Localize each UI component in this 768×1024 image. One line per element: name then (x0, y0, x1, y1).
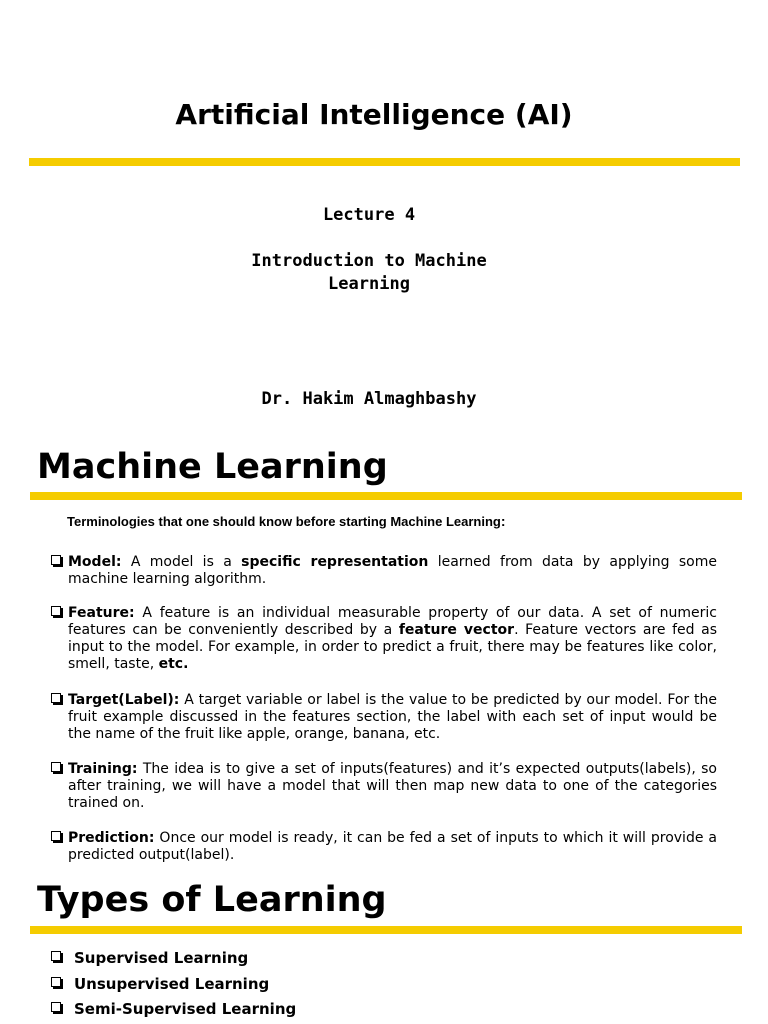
term-emphasis: etc. (158, 656, 189, 672)
checkbox-bullet-icon (51, 977, 61, 987)
heading-underline-ml (30, 492, 742, 500)
learning-type-label: Unsupervised Learning (74, 975, 270, 993)
checkbox-bullet-icon (51, 1002, 61, 1012)
slide1-title: Artificial Intelligence (AI) (175, 98, 573, 131)
lecture-subtitle (0, 250, 738, 296)
checkbox-bullet-icon (51, 831, 61, 841)
checkbox-bullet-icon (51, 693, 61, 703)
checkbox-bullet-icon (51, 762, 61, 772)
list-item-feature (51, 605, 717, 673)
title-underline (29, 158, 740, 166)
list-item-semi-supervised (51, 1000, 296, 1018)
term-label: Feature: (68, 605, 135, 621)
term-text: Once our model is ready, it can be fed a set of inputs to which it will provide a predicted output(label). (68, 830, 717, 863)
term-text: A model is a (121, 554, 242, 570)
term-emphasis: feature vector (398, 622, 515, 638)
checkbox-bullet-icon (51, 951, 61, 961)
term-label: Prediction: (68, 830, 155, 846)
terminology-intro-text: Terminologies that one should know before starting Machine Learning (67, 514, 501, 529)
section-heading-types-of-learning: Types of Learning (37, 880, 387, 920)
term-text: learned from data by applying some machine learning algorithm. (68, 554, 717, 587)
lecture-subtitle-line2: Learning (328, 274, 410, 294)
list-item-unsupervised (51, 975, 269, 993)
term-label: Model: (68, 554, 122, 570)
list-item-target (51, 692, 717, 743)
lecture-number: Lecture 4 (322, 205, 416, 225)
section-heading-machine-learning: Machine Learning (37, 447, 388, 487)
heading-underline-types (30, 926, 742, 934)
list-item-model (51, 554, 717, 588)
term-text: . Feature vectors are fed as input to the model. For example, in order to predict a fruit, there may be features like color, smell, taste, (68, 622, 717, 672)
term-label: Training: (68, 761, 138, 777)
terminology-intro-colon: : (500, 513, 506, 529)
lecture-subtitle-line1: Introduction to Machine (251, 251, 487, 271)
learning-type-label: Semi-Supervised Learning (74, 1000, 297, 1018)
checkbox-bullet-icon (51, 555, 61, 565)
author-name: Dr. Hakim Almaghbashy (261, 389, 477, 409)
checkbox-bullet-icon (51, 606, 61, 616)
list-item-prediction (51, 830, 717, 864)
learning-type-label: Supervised Learning (74, 949, 249, 967)
term-emphasis: specific representation (241, 554, 429, 570)
terminology-intro (67, 513, 506, 529)
term-text: A target variable or label is the value to be predicted by our model. For the fruit example discussed in the features section, the label with each set of input would be the name of the fruit like apple, orange, banana, etc. (68, 692, 717, 742)
term-text: A feature is an individual measurable property of our data. A set of numeric features can be conveniently described by a (68, 605, 717, 638)
list-item-supervised (51, 949, 248, 967)
term-text: The idea is to give a set of inputs(features) and it’s expected outputs(labels), so after training, we will have a model that will then map new data to one of the categories trained on. (68, 761, 717, 811)
term-label: Target(Label): (68, 692, 180, 708)
list-item-training (51, 761, 717, 812)
